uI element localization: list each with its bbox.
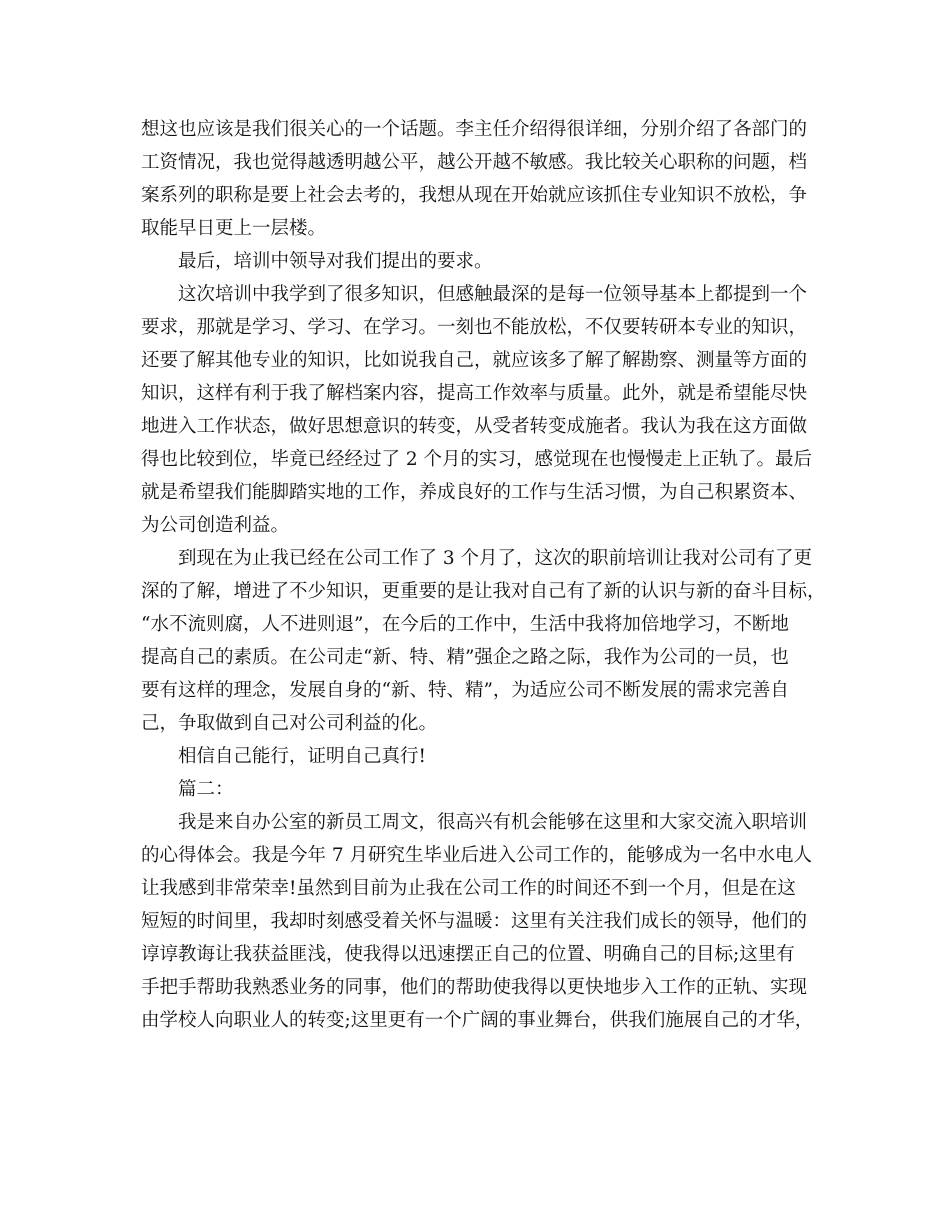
- text-line: 短短的时间里，我却时刻感受着关怀与温暖：这里有关注我们成长的领导，他们的: [141, 911, 808, 932]
- text-line: 己，争取做到自己对公司利益的化。: [141, 713, 438, 734]
- text-line: “水不流则腐，人不进则退”，在今后的工作中，生活中我将加倍地学习，不断地: [141, 614, 789, 635]
- text-line: 要求，那就是学习、学习、在学习。一刻也不能放松，不仅要转研本专业的知识，: [141, 317, 808, 338]
- text-line: 还要了解其他专业的知识，比如说我自己，就应该多了解了解勘察、测量等方面的: [141, 350, 808, 371]
- text-line: 取能早日更上一层楼。: [141, 218, 327, 239]
- text-line: 让我感到非常荣幸!虽然到目前为止我在公司工作的时间还不到一个月，但是在这: [141, 878, 796, 899]
- text-line: 为公司创造利益。: [141, 515, 290, 536]
- text-line: 手把手帮助我熟悉业务的同事，他们的帮助使我得以更快地步入工作的正轨、实现: [141, 977, 808, 998]
- text-line: 我是来自办公室的新员工周文，很高兴有机会能够在这里和大家交流入职培训: [178, 812, 808, 833]
- text-line: 由学校人向职业人的转变;这里更有一个广阔的事业舞台，供我们施展自己的才华，: [141, 1010, 814, 1031]
- text-line: 相信自己能行，证明自己真行!: [178, 746, 426, 767]
- text-line: 提高自己的素质。在公司走“新、特、精”强企之路之际，我作为公司的一员，也: [141, 647, 789, 668]
- text-line: 的心得体会。我是今年 7 月研究生毕业后进入公司工作的，能够成为一名中水电人: [141, 845, 813, 866]
- text-line: 知识，这样有利于我了解档案内容，提高工作效率与质量。此外，就是希望能尽快: [141, 383, 808, 404]
- text-line: 谆谆教诲让我获益匪浅，使我得以迅速摆正自己的位置、明确自己的目标;这里有: [141, 944, 795, 965]
- text-line: 得也比较到位，毕竟已经经过了 2 个月的实习，感觉现在也慢慢走上正轨了。最后: [141, 449, 813, 470]
- text-line: 这次培训中我学到了很多知识，但感触最深的是每一位领导基本上都提到一个: [178, 284, 808, 305]
- text-line: 案系列的职称是要上社会去考的，我想从现在开始就应该抓住专业知识不放松，争: [141, 185, 808, 206]
- text-line: 工资情况，我也觉得越透明越公平，越公开越不敏感。我比较关心职称的问题，档: [141, 152, 808, 173]
- text-line: 最后，培训中领导对我们提出的要求。: [178, 251, 493, 272]
- text-line: 到现在为止我已经在公司工作了 3 个月了，这次的职前培训让我对公司有了更: [178, 548, 813, 569]
- text-line: 地进入工作状态，做好思想意识的转变，从受者转变成施者。我认为我在这方面做: [141, 416, 808, 437]
- text-line: 篇二：: [178, 779, 234, 800]
- text-line: 要有这样的理念，发展自身的“新、特、精”，为适应公司不断发展的需求完善自: [141, 680, 789, 701]
- text-line: 就是希望我们能脚踏实地的工作，养成良好的工作与生活习惯，为自己积累资本、: [141, 482, 808, 503]
- text-line: 深的了解，增进了不少知识，更重要的是让我对自己有了新的认识与新的奋斗目标，: [141, 581, 826, 602]
- text-line: 想这也应该是我们很关心的一个话题。李主任介绍得很详细，分别介绍了各部门的: [141, 119, 808, 140]
